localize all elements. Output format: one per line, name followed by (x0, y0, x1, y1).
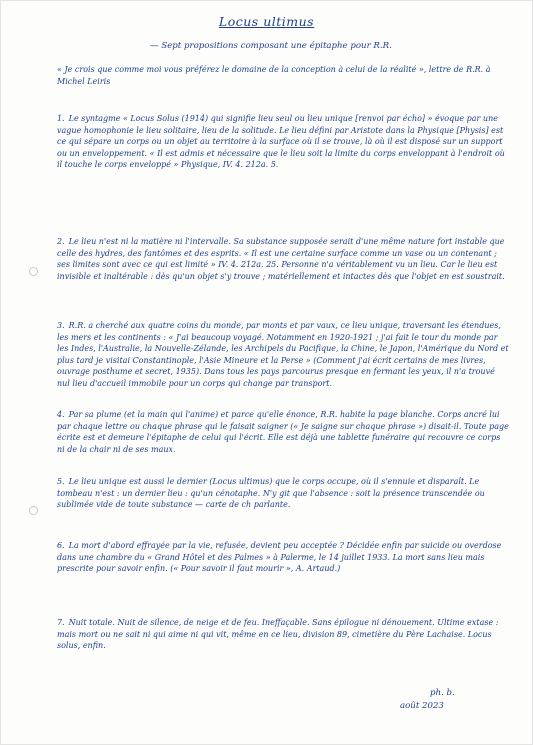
proposition-text: Nuit totale. Nuit de silence, de neige et de feu. Ineffaçable. Sans épilogue ni dénouement. Ultime extase : mais mort ou ne sait ni qui aime ni qui vit, même en ce lieu, division 89, cimetière du Père Lachaise. Locus solus, enfin. (57, 618, 499, 651)
proposition-text: R.R. a cherché aux quatre coins du monde, par monts et par vaux, ce lieu unique, traversant les étendues, les mers et les continents : « J'ai beaucoup voyagé. Notamment en 1920-1921 ; j'ai fait le tour du monde par les Indes, l'Australie, la Nouvelle-Zélande, les Archipels du Pacifique, la Chine, le Japon, l'Amérique du Nord et plus tard je visitai Constantinople, l'Asie Mineure et la Perse » (Comment j'ai écrit certains de mes livres, ouvrage posthume et secret, 1935). Dans tous les pays parcourus presque en fermant les yeux, il n'a trouvé nul lieu d'accueil immobile pour un corps qui change par transport. (57, 321, 509, 388)
proposition-4 (57, 409, 509, 455)
proposition-7 (57, 617, 509, 652)
proposition-number: 2. (57, 237, 65, 246)
signature-date: août 2023 (400, 701, 444, 711)
proposition-number: 5. (57, 477, 65, 486)
proposition-number: 1. (57, 114, 65, 123)
proposition-6 (57, 540, 509, 575)
proposition-number: 7. (57, 618, 65, 627)
proposition-text: Le syntagme « Locus Solus (1914) qui signifie lieu seul ou lieu unique [renvoi par écho] » évoque par une vague homophonie le lieu solitaire, lieu de la solitude. Le lieu défini par Aristote dans la Physique [Physis] est ce qui sépare un corps ou un objet au territoire à la surface où il se trouve, là où il est disposé sur un support ou un enveloppement. « Il est admis et nécessaire que le lieu soit la limite du corps enveloppant à l'endroit où il touche le corps enveloppé » Physique, IV. 4. 212a. 5. (57, 114, 505, 170)
proposition-1 (57, 113, 509, 171)
proposition-text: Le lieu unique est aussi le dernier (Locus ultimus) que le corps occupe, où il s'ennuie et disparaît. Le tombeau n'est : un dernier lieu : qu'un cénotaphe. N'y git que l'absence : soit la présence transcendée ou sublimée vide de toute substance — carte de ch parlante. (57, 477, 485, 510)
document-subtitle: — Sept propositions composant une épitaphe pour R.R. (150, 41, 392, 51)
proposition-text: Le lieu n'est ni la matière ni l'intervalle. Sa substance supposée serait d'une même nature fort instable que celle des hydres, des fantômes et des esprits. « Il est une certaine surface comme un vase ou un contenant ; ses limites sont avec ce qui est limité » IV. 4. 212a. 25. Personne n'a véritablement vu un lieu. Car le lieu est invisible et inaltérable : dès qu'un objet s'y trouve ; matériellement et intactes dès que l'objet en est soustrait. (57, 237, 505, 281)
punch-hole (29, 506, 38, 515)
signature-block (400, 687, 510, 713)
proposition-5 (57, 476, 509, 511)
proposition-3 (57, 320, 509, 390)
proposition-text: La mort d'abord effrayée par la vie, refusée, devient peu acceptée ? Décidée enfin par suicide ou overdose dans une chambre du « Grand Hôtel et des Palmes » à Palerme, le 14 juillet 1933. La mort sans lieu mais prescrite pour savoir enfin. (« Pour savoir il faut mourir », A. Artaud.) (57, 541, 502, 574)
document-title: Locus ultimus (218, 14, 315, 29)
epigraph: « Je crois que comme moi vous préférez le domaine de la conception à celui de la réalité », lettre de R.R. à Michel Leiris (57, 65, 491, 86)
punch-hole (29, 267, 38, 276)
proposition-number: 6. (57, 541, 65, 550)
proposition-text: Par sa plume (et la main qui l'anime) et parce qu'elle énonce, R.R. habite la page blanche. Corps ancré lui par chaque lettre ou chaque phrase qui le faisait saigner (« Je saigne sur chaque phrase ») disait-il. Toute page écrite est et demeure l'épitaphe de celui qui l'écrit. Elle est déjà une tablette funéraire qui recouvre ce corps ni de la chair ni de ses maux. (57, 410, 509, 454)
proposition-number: 3. (57, 321, 65, 330)
proposition-number: 4. (57, 410, 65, 419)
proposition-2 (57, 236, 509, 282)
signature-name: ph. b. (430, 688, 455, 698)
